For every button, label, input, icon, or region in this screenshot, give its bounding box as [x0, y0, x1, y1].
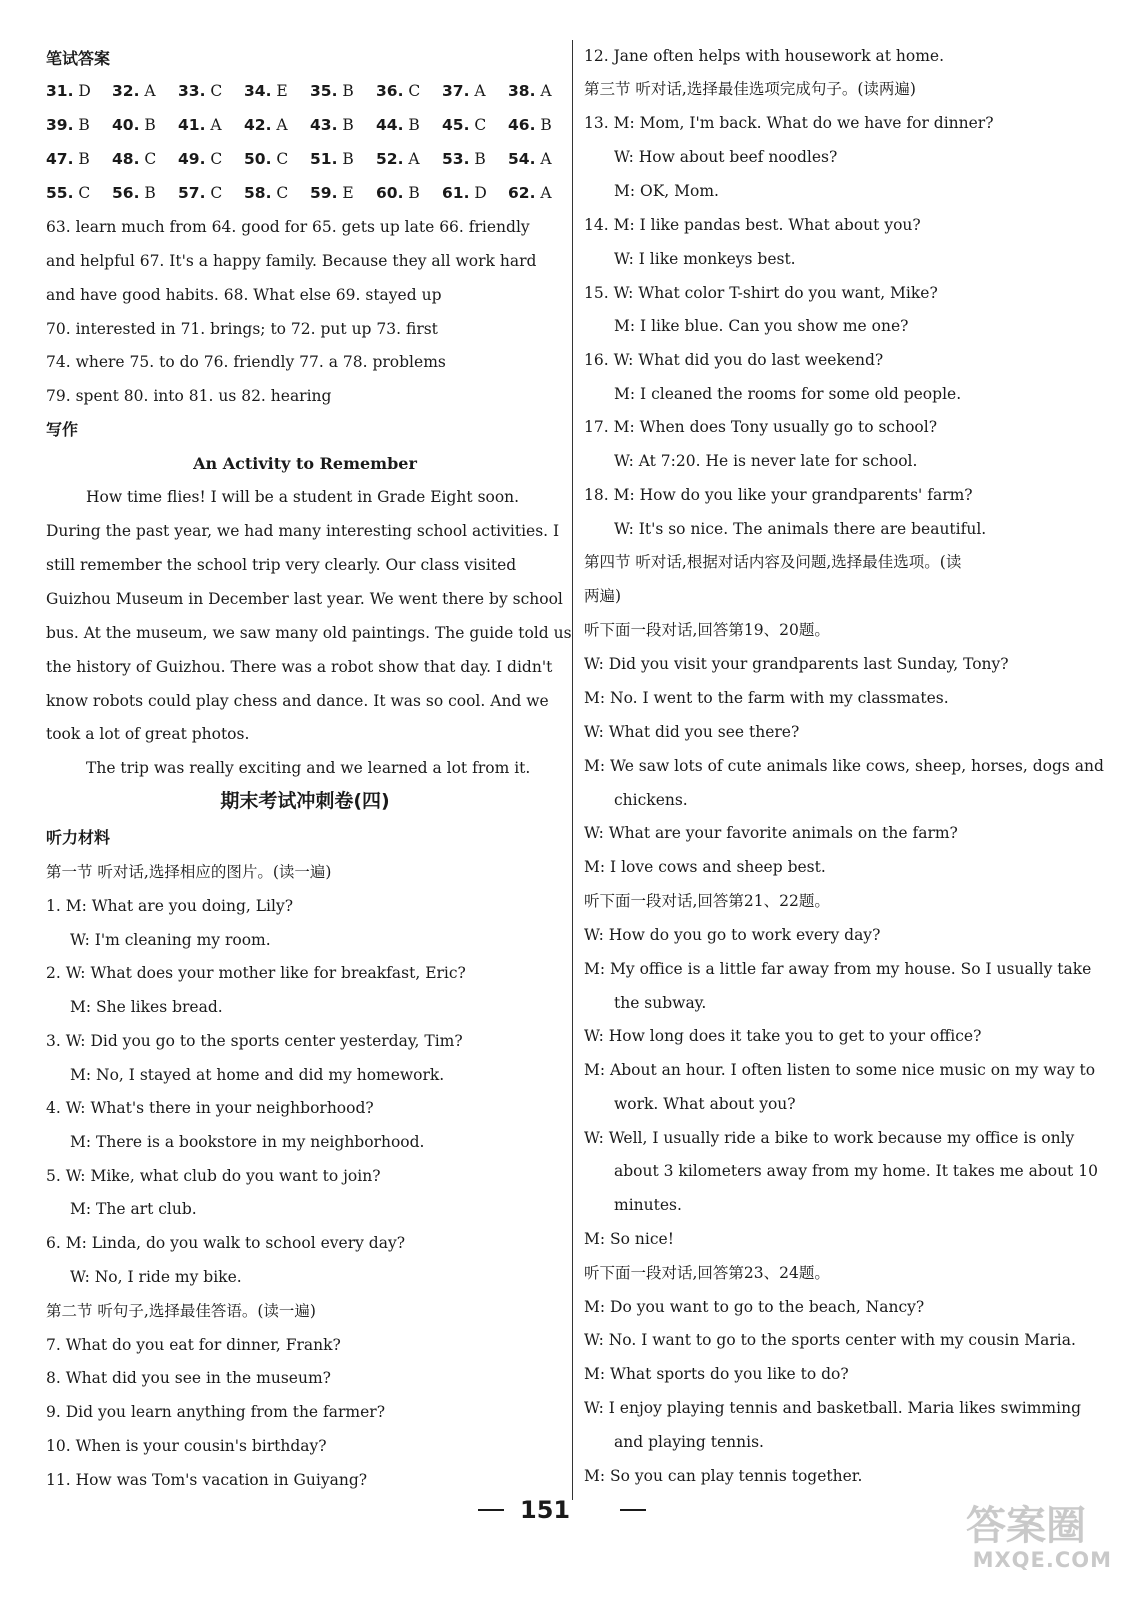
dialog-line: W: How about beef noodles? — [614, 148, 838, 166]
dialog-line: W: No, I ride my bike. — [70, 1268, 242, 1286]
written-answers-heading: 笔试答案 — [46, 49, 111, 68]
dialog-line: W: How long does it take you to get to your office? — [584, 1027, 982, 1045]
dialog-line: W: I'm cleaning my room. — [70, 931, 271, 949]
dialog-line: 17. M: When does Tony usually go to school? — [584, 418, 938, 436]
dialog-line: M: OK, Mom. — [614, 182, 719, 200]
sentence-line: 11. How was Tom's vacation in Guiyang? — [46, 1471, 368, 1489]
dialog-line: the subway. — [614, 994, 707, 1012]
dialog-line: W: Did you visit your grandparents last Sunday, Tony? — [584, 655, 1009, 673]
dialog-line: M: We saw lots of cute animals like cows, sheep, horses, dogs and — [584, 757, 1104, 775]
dialog-line: M: What sports do you like to do? — [584, 1365, 849, 1383]
dialog-line: about 3 kilometers away from my home. It takes me about 10 — [614, 1162, 1098, 1180]
answer-row: 47. B 48. C 49. C 50. C 51. B 52. A 53. B 54. A — [46, 150, 552, 168]
fill-answer-line: and helpful 67. It's a happy family. Because they all work hard — [46, 252, 537, 270]
section-heading: 第四节 听对话,根据对话内容及问题,选择最佳选项。(读 — [584, 553, 962, 571]
fill-answer-line: 74. where 75. to do 76. friendly 77. a 78. problems — [46, 353, 446, 371]
dialog-line: 18. M: How do you like your grandparents' farm? — [584, 486, 973, 504]
dialog-line: W: No. I want to go to the sports center with my cousin Maria. — [584, 1331, 1076, 1349]
answer-row: 39. B 40. B 41. A 42. A 43. B 44. B 45. C 46. B — [46, 116, 552, 134]
exam-title: 期末考试冲刺卷(四) — [220, 790, 390, 812]
sentence-line: 9. Did you learn anything from the farmer? — [46, 1403, 386, 1421]
dialog-line: W: Well, I usually ride a bike to work because my office is only — [584, 1129, 1075, 1147]
dialog-line: M: I cleaned the rooms for some old people. — [614, 385, 962, 403]
fill-answer-line: and have good habits. 68. What else 69. stayed up — [46, 286, 442, 304]
dialog-line: 1. M: What are you doing, Lily? — [46, 897, 294, 915]
dialog-line: W: I like monkeys best. — [614, 250, 796, 268]
dialog-line: M: No, I stayed at home and did my homework. — [70, 1066, 445, 1084]
dialog-line: W: How do you go to work every day? — [584, 926, 881, 944]
essay-line: The trip was really exciting and we learned a lot from it. — [86, 759, 531, 777]
sentence-line: 8. What did you see in the museum? — [46, 1369, 331, 1387]
section-heading: 第三节 听对话,选择最佳选项完成句子。(读两遍) — [584, 80, 916, 98]
essay-line: Guizhou Museum in December last year. We went there by school — [46, 590, 563, 608]
essay-line: the history of Guizhou. There was a robot show that day. I didn't — [46, 658, 553, 676]
dialog-line: W: It's so nice. The animals there are beautiful. — [614, 520, 987, 538]
dialog-intro: 听下面一段对话,回答第19、20题。 — [584, 621, 830, 639]
dialog-line: minutes. — [614, 1196, 682, 1214]
page-number-dash-left — [478, 1509, 504, 1511]
dialog-line: 4. W: What's there in your neighborhood? — [46, 1099, 374, 1117]
dialog-line: 13. M: Mom, I'm back. What do we have for dinner? — [584, 114, 994, 132]
dialog-line: M: Do you want to go to the beach, Nancy? — [584, 1298, 925, 1316]
dialog-line: 16. W: What did you do last weekend? — [584, 351, 884, 369]
essay-line: still remember the school trip very clearly. Our class visited — [46, 556, 517, 574]
fill-answer-line: 63. learn much from 64. good for 65. gets up late 66. friendly — [46, 218, 530, 236]
dialog-line: work. What about you? — [614, 1095, 796, 1113]
section-heading: 第一节 听对话,选择相应的图片。(读一遍) — [46, 863, 332, 881]
essay-line: During the past year, we had many interesting school activities. I — [46, 522, 560, 540]
watermark-url: MXQE.COM — [972, 1548, 1112, 1572]
dialog-line: M: So you can play tennis together. — [584, 1467, 863, 1485]
watermark-logo: 答案圈 — [966, 1503, 1086, 1549]
dialog-line: M: She likes bread. — [70, 998, 223, 1016]
dialog-line: 14. M: I like pandas best. What about you? — [584, 216, 921, 234]
dialog-line: M: There is a bookstore in my neighborhood. — [70, 1133, 425, 1151]
dialog-line: M: About an hour. I often listen to some nice music on my way to — [584, 1061, 1096, 1079]
answer-row: 55. C 56. B 57. C 58. C 59. E 60. B 61. D 62. A — [46, 184, 552, 202]
writing-heading: 写作 — [46, 420, 79, 439]
essay-line: bus. At the museum, we saw many old paintings. The guide told us — [46, 624, 572, 642]
dialog-intro: 听下面一段对话,回答第23、24题。 — [584, 1264, 830, 1282]
fill-answer-line: 79. spent 80. into 81. us 82. hearing — [46, 387, 332, 405]
section-heading-cont: 两遍) — [584, 587, 622, 605]
dialog-line: and playing tennis. — [614, 1433, 764, 1451]
dialog-line: 3. W: Did you go to the sports center yesterday, Tim? — [46, 1032, 463, 1050]
dialog-line: M: So nice! — [584, 1230, 674, 1248]
essay-line: know robots could play chess and dance. It was so cool. And we — [46, 692, 549, 710]
dialog-line: M: I love cows and sheep best. — [584, 858, 826, 876]
page-number: 151 — [520, 1496, 571, 1524]
dialog-line: W: What are your favorite animals on the farm? — [584, 824, 958, 842]
page-number-dash-right — [620, 1509, 646, 1511]
listening-heading: 听力材料 — [46, 828, 111, 847]
fill-answer-line: 70. interested in 71. brings; to 72. put up 73. first — [46, 320, 438, 338]
essay-line: How time flies! I will be a student in Grade Eight soon. — [86, 488, 520, 506]
column-divider — [572, 40, 573, 1500]
dialog-line: M: The art club. — [70, 1200, 197, 1218]
dialog-line: W: At 7:20. He is never late for school. — [614, 452, 918, 470]
dialog-line: M: I like blue. Can you show me one? — [614, 317, 909, 335]
dialog-line: M: My office is a little far away from my house. So I usually take — [584, 960, 1092, 978]
dialog-line: 5. W: Mike, what club do you want to join? — [46, 1167, 381, 1185]
sentence-line: 7. What do you eat for dinner, Frank? — [46, 1336, 341, 1354]
essay-line: took a lot of great photos. — [46, 725, 250, 743]
dialog-line: 6. M: Linda, do you walk to school every day? — [46, 1234, 406, 1252]
answer-row: 31. D 32. A 33. C 34. E 35. B 36. C 37. A 38. A — [46, 82, 552, 100]
dialog-line: chickens. — [614, 791, 688, 809]
dialog-line: 15. W: What color T-shirt do you want, Mike? — [584, 284, 938, 302]
sentence-line: 10. When is your cousin's birthday? — [46, 1437, 327, 1455]
sentence-line: 12. Jane often helps with housework at home. — [584, 47, 945, 65]
dialog-line: W: I enjoy playing tennis and basketball. Maria likes swimming — [584, 1399, 1081, 1417]
dialog-intro: 听下面一段对话,回答第21、22题。 — [584, 892, 830, 910]
dialog-line: 2. W: What does your mother like for breakfast, Eric? — [46, 964, 466, 982]
dialog-line: M: No. I went to the farm with my classmates. — [584, 689, 949, 707]
dialog-line: W: What did you see there? — [584, 723, 800, 741]
section-heading: 第二节 听句子,选择最佳答语。(读一遍) — [46, 1302, 316, 1320]
essay-title: An Activity to Remember — [193, 454, 417, 473]
